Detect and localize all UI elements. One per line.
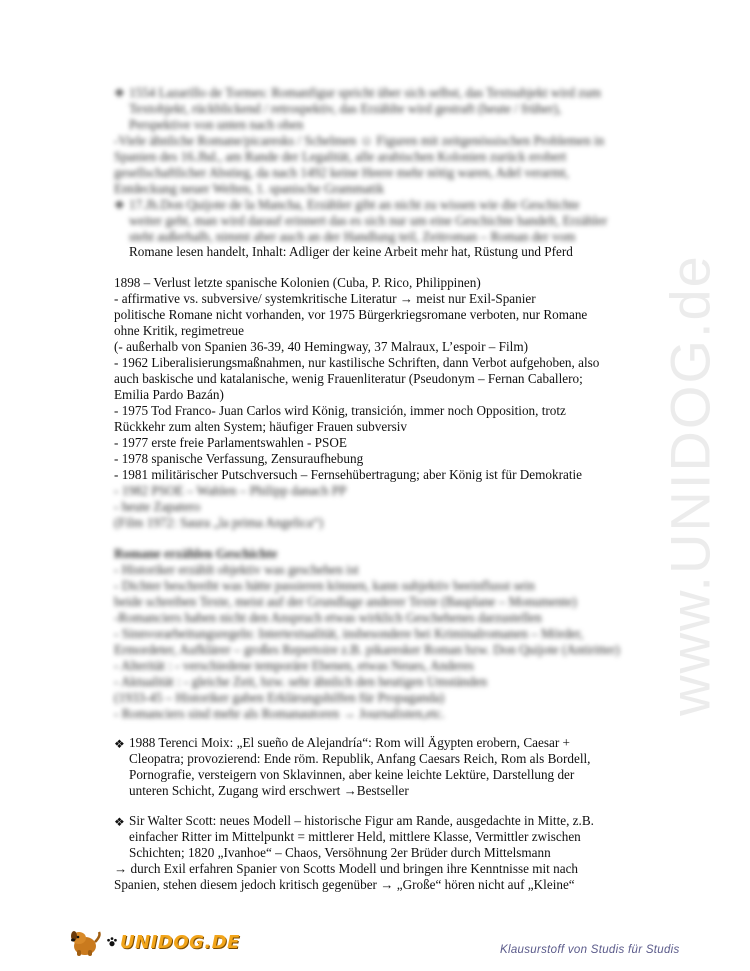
- paw-icon: [106, 936, 118, 948]
- text-line: (- außerhalb von Spanien 36-39, 40 Hemingway, 37 Malraux, L’espoir – Film): [114, 339, 528, 354]
- text-line: - Alterität : - verschiedene temporäre Ebenen, etwas Neues, Anderes: [114, 658, 474, 673]
- text-line: - Aktualität : - gleiche Zeit, bzw. sehr ähnlich den heutigen Umständen: [114, 674, 488, 689]
- text-line: 17.Jh.Don Quijote de la Mancha, Erzähler gibt an nicht zu wissen wie die Geschichte: [129, 197, 580, 212]
- text-line: (1933-45 – Historiker gaben Erklärungshilfen für Propaganda): [114, 690, 445, 705]
- bullet-icon: ❖: [114, 198, 125, 212]
- text-line: -Romanciers haben nicht den Anspruch etwas wirklich Geschehenes darzustellen: [114, 610, 542, 625]
- text-line: einfacher Ritter im Mittelpunkt = mittlerer Held, mittlere Klasse, Vermittler zwischen: [129, 829, 581, 844]
- text-line: - 1962 Liberalisierungsmaßnahmen, nur kastilische Schriften, dann Verbot aufgehoben, also: [114, 355, 600, 370]
- text-line: 1988 Terenci Moix: „El sueño de Alejandría“: Rom will Ägypten erobern, Caesar +: [129, 735, 570, 750]
- text-line: - affirmative vs. subversive/ systemkritische Literatur → meist nur Exil-Spanier: [114, 291, 536, 306]
- text-line: - Dichter beschreibt was hätte passieren können, kann subjektiv beeinflusst sein: [114, 578, 535, 593]
- text-line: Emilia Pardo Bazán): [114, 387, 224, 402]
- text-line: (Film 1972: Saura „la prima Angelica“): [114, 515, 324, 530]
- text-line: Spanien des 16.Jhd., am Rande der Legalität, alle arabischen Kolonien zurück erobert: [114, 149, 567, 164]
- text-line: Rückkehr zum alten System; häufiger Frauen subversiv: [114, 419, 407, 434]
- dog-icon: [68, 926, 104, 958]
- text-line: 1554 Lazarillo de Tormes: Romanfigur spricht über sich selbst, das Textsubjekt wird zum: [129, 85, 601, 100]
- text-line: - 1975 Tod Franco- Juan Carlos wird König, transición, immer noch Opposition, trotz: [114, 403, 566, 418]
- footer-tagline: Klausurstoff von Studis für Studis: [500, 944, 680, 956]
- text-line: - 1982 PSOE – Wahlen – Philipp danach PP: [114, 483, 347, 498]
- text-line: ohne Kritik, regimetreue: [114, 323, 244, 338]
- text-line: - Historiker erzählt objektiv was geschehen ist: [114, 562, 359, 577]
- text-line: unteren Schicht, Zugang wird erschwert →Bestseller: [129, 783, 409, 798]
- text-line: Schichten; 1820 „Ivanhoe“ – Chaos, Versöhnung 2er Brüder durch Mittelsmann: [129, 845, 551, 860]
- text-line: -Viele ähnliche Romane/picaresks / Schelmen ☺ Figuren mit zeitgenössischen Problemen in: [114, 133, 605, 148]
- text-line: Entdeckung neuer Welten, 1. spanische Grammatik: [114, 181, 385, 196]
- text-line: Sir Walter Scott: neues Modell – historische Figur am Rande, ausgedachte in Mitte, z.B.: [129, 813, 594, 828]
- text-line: - Romanciers sind mehr als Romanautoren → Journalisten,etc.: [114, 706, 445, 721]
- bullet-icon: ❖: [114, 737, 125, 751]
- text-line: - 1981 militärischer Putschversuch – Fernsehübertragung; aber König ist für Demokratie: [114, 467, 583, 482]
- text-line: gesellschaftlicher Abstieg, da nach 1492 keine Heere mehr nötig waren, Adel verarmt,: [114, 165, 569, 180]
- text-line: Perspektive von unten nach oben: [129, 117, 304, 132]
- text-line: Ermordeter, Aufklärer – großes Repertoire z.B. pikaresker Roman bzw. Don Quijote (Antiritter): [114, 642, 620, 657]
- bullet-icon: ❖: [114, 815, 125, 829]
- bullet-icon: ❖: [114, 86, 125, 100]
- text-line: - 1978 spanische Verfassung, Zensuraufhebung: [114, 451, 364, 466]
- section-heading: Romane erzählen Geschichte: [114, 546, 278, 561]
- logo-text: UNIDOG.DE: [120, 931, 240, 953]
- text-line: auch baskische und katalanische, wenig Frauenliteratur (Pseudonym – Fernan Caballero;: [114, 371, 583, 386]
- text-line: 1898 – Verlust letzte spanische Kolonien (Cuba, P. Rico, Philippinen): [114, 275, 481, 290]
- text-line: - 1977 erste freie Parlamentswahlen - PSOE: [114, 435, 347, 450]
- text-line: politische Romane nicht vorhanden, vor 1975 Bürgerkriegsromane verboten, nur Romane: [114, 307, 588, 322]
- watermark-text: www.UNIDOG.de: [658, 254, 722, 716]
- text-line: Cleopatra; provozierend: Ende röm. Republik, Anfang Caesars Reich, Rom als Bordell,: [129, 751, 591, 766]
- text-line: weiter geht, man wird darauf erinnert das es sich nur um eine Geschichte handelt, Erzähler: [129, 213, 608, 228]
- text-line: - Sinnvorarbeitungsregeln: Intertextualität, insbesondere bei Kriminalromanen – Mörder,: [114, 626, 584, 641]
- text-line: - heute Zapatero: [114, 499, 201, 514]
- unidog-logo: [68, 922, 240, 962]
- watermark: [640, 250, 740, 720]
- text-line: Spanien, stehen diesem jedoch kritisch gegenüber → „Große“ hören nicht auf „Kleine“: [114, 877, 575, 892]
- text-line: steht außerhalb, nimmt aber auch an der Handlung teil, Zeitroman – Roman der vom: [129, 229, 576, 244]
- text-line: beide schreiben Texte, meist auf der Grundlage anderer Texte (Bauplane – Monumente): [114, 594, 577, 609]
- text-line: Romane lesen handelt, Inhalt: Adliger der keine Arbeit mehr hat, Rüstung und Pferd: [129, 244, 573, 259]
- text-line: Textobjekt, rückblickend / retrospektiv, das Erzählte wird gestraft (heute / früher),: [129, 101, 562, 116]
- text-line: → durch Exil erfahren Spanier von Scotts Modell und bringen ihre Kenntnisse mit nach: [114, 861, 579, 876]
- text-line: Pornografie, versteigern von Sklavinnen, aber keine leichte Lektüre, Darstellung der: [129, 767, 575, 782]
